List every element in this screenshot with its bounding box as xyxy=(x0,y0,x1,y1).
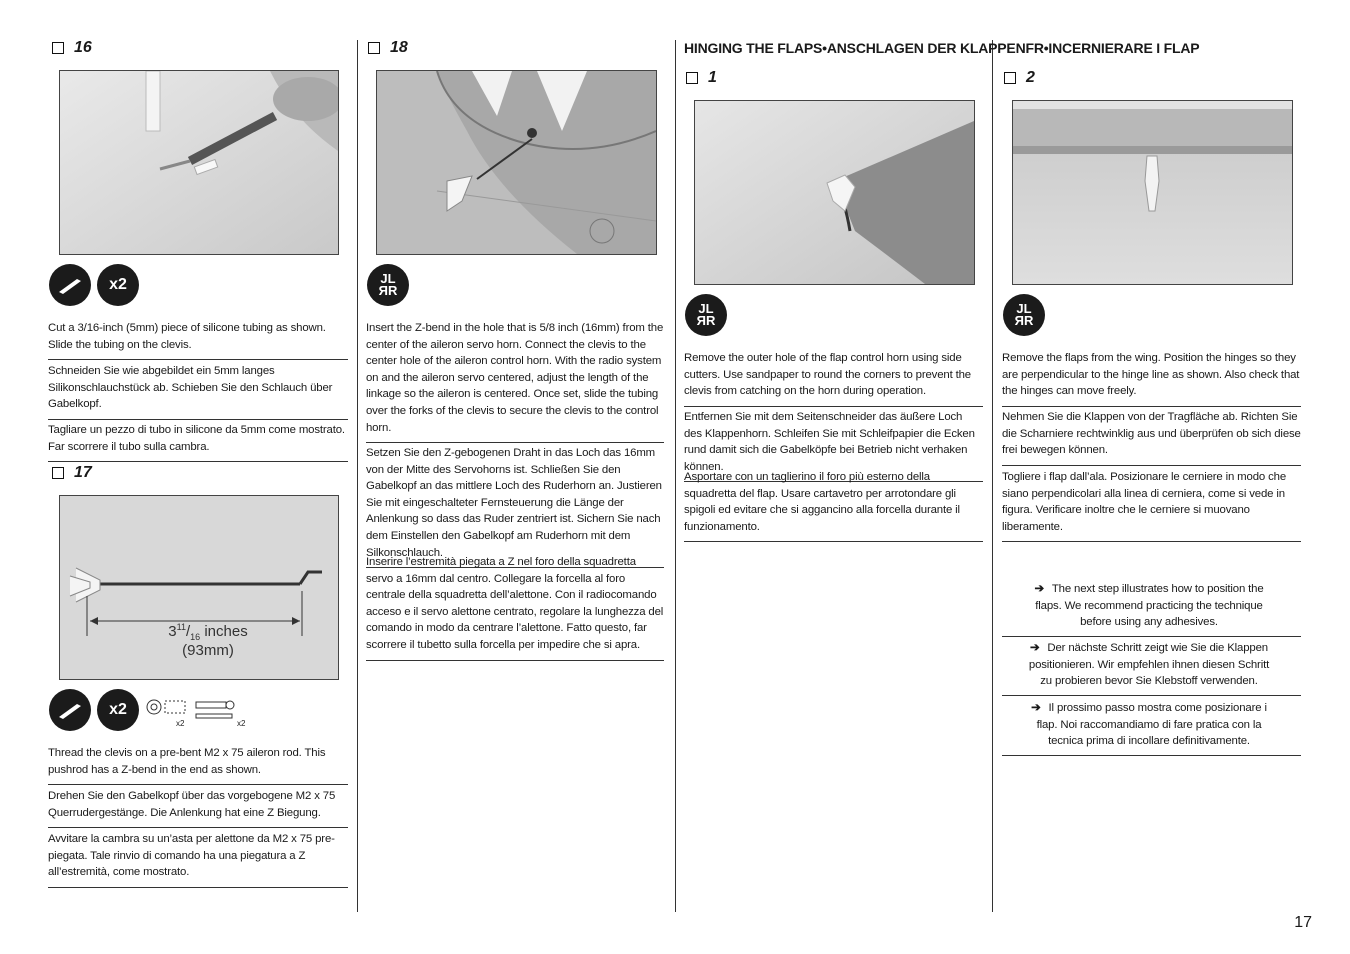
hobby-knife-icon xyxy=(49,264,91,306)
step-17-text-de: Drehen Sie den Gabelkopf über das vorgebogene M2 x 75 Querrudergestänge. Die Anlenkung hat eine Z Biegung. xyxy=(48,788,348,828)
flap-step-1-text-it: Asportare con un taglierino il foro più esterno della squadretta del flap. Usare cartavetro per arrotondare gli spigoli ed evitare che si aggancino alla forcella durante il funzionamento. xyxy=(684,469,983,542)
flap-step-2-photo xyxy=(1012,100,1293,285)
step-18-photo xyxy=(376,70,657,255)
note-divider xyxy=(1002,695,1301,696)
step-16-photo xyxy=(59,70,339,255)
step-17-text-it: Avvitare la cambra su un’asta per alettone da M2 x 75 pre-piegata. Tale rinvio di comando ha una piegatura a Z all’estremità, come mostrato. xyxy=(48,831,348,888)
flap-step-1-header xyxy=(686,69,717,87)
page-number: 17 xyxy=(1294,914,1312,931)
step-18-header xyxy=(368,39,408,57)
note-en: ➔ The next step illustrates how to position the flaps. We recommend practicing the technique before using any adhesives. xyxy=(1034,583,1264,629)
note-de: ➔ Der nächste Schritt zeigt wie Sie die Klappen positionieren. Wir empfehlen ihnen diesen Schritt zu probieren bevor Sie Klebstoff verwenden. xyxy=(1028,642,1270,688)
quantity-badge: x2 xyxy=(97,689,139,731)
hinge-tool-icon: JL ЯR xyxy=(685,294,727,336)
checkbox-icon[interactable] xyxy=(52,42,64,54)
note-it: ➔ Il prossimo passo mostra come posizionare i flap. Noi raccomandiamo di fare pratica con la tecnica prima di incollare definitivamente. xyxy=(1031,702,1267,748)
arrow-right-icon: ➔ xyxy=(1034,583,1044,595)
step-number: 16 xyxy=(74,39,92,56)
note-divider xyxy=(1002,636,1301,637)
flap-step-2-text-it: Togliere i flap dall’ala. Posizionare le cerniere in modo che siano perpendicolari alla linea di cerniera, come si vede in figura. Verificare inoltre che le cerniere si muovano liberamente. xyxy=(1002,469,1301,542)
flap-step-2-text-en: Remove the flaps from the wing. Position the hinges so they are perpendicular to the hinge line as shown. Also check that the hinges can move freely. xyxy=(1002,350,1301,407)
step-18-text-de: Setzen Sie den Z-gebogenen Draht in das Loch das 16mm von der Mitte des Servohorns ist. Schließen Sie den Gabelkopf an das mittlere Loch des Ruderhorn an. Justieren Sie mit eingeschalteter Fernsteuerung die Länge der Anlenkung so dass das Ruder zentriert ist. Sichern Sie nach dem Einstellen den Gabelkopf am Ruderhorn mit dem Silkonschlauch. xyxy=(366,445,664,568)
step-number: 18 xyxy=(390,39,408,56)
column-divider xyxy=(992,40,993,912)
column-divider xyxy=(675,40,676,912)
step-number: 17 xyxy=(74,464,92,481)
hobby-knife-icon xyxy=(49,689,91,731)
hinge-tool-icon: JL ЯR xyxy=(367,264,409,306)
step-16-text-it: Tagliare un pezzo di tubo in silicone da 5mm come mostrato. Far scorrere il tubo sulla cambra. xyxy=(48,422,348,462)
step-18-text-en: Insert the Z-bend in the hole that is 5/8 inch (16mm) from the center of the aileron servo horn. Connect the clevis to the center hole of the aileron control horn. With the radio system on and the aileron servo centered, adjust the length of the linkage so the aileron is centered. Once set, slide the tubing over the forks of the clevis to secure the clevis to the control horn. xyxy=(366,320,664,443)
step-17-photo xyxy=(59,495,339,680)
step-16-text-de: Schneiden Sie wie abgebildet ein 5mm langes Silikonschlauchstück ab. Schieben Sie den Schlauch über Gabelkopf. xyxy=(48,363,348,420)
arrow-right-icon: ➔ xyxy=(1030,642,1040,654)
column-divider xyxy=(357,40,358,912)
flap-step-1-text-en: Remove the outer hole of the flap control horn using side cutters. Use sandpaper to round the corners to prevent the clevis from catching on the horn during operation. xyxy=(684,350,983,407)
pushrod-part-icon xyxy=(194,699,236,726)
part-quantity: x2 xyxy=(176,719,185,728)
step-number: 1 xyxy=(708,69,717,86)
step-18-text-it: Inserire l’estremità piegata a Z nel foro della squadretta servo a 16mm dal centro. Collegare la forcella al foro centrale della squadretta dell’alettone. Con il radiocomando acceso e il servo alettone centrato, regolare la lunghezza del comando in modo da centrare l’alettone. Fatto questo, far scorrere il tubetto sulla forcella per impedire che si apra. xyxy=(366,554,664,661)
hinge-tool-icon: JL ЯR xyxy=(1003,294,1045,336)
step-number: 2 xyxy=(1026,69,1035,86)
flap-step-2-text-de: Nehmen Sie die Klappen von der Tragfläche ab. Richten Sie die Scharniere rechtwinklig aus und überprüfen ob sich diese frei bewegen können. xyxy=(1002,409,1301,466)
dimension-label: $3^{11}/_{16}$ inches (93mm) xyxy=(168,622,248,659)
flap-step-1-text-de: Entfernen Sie mit dem Seitenschneider das äußere Loch des Klappenhorn. Schleifen Sie mit Schleifpapier die Ecken rund damit sich die Gabelköpfe bei Betrieb nicht verhaken können. xyxy=(684,409,983,482)
flap-step-2-header xyxy=(1004,69,1035,87)
checkbox-icon[interactable] xyxy=(1004,72,1016,84)
flap-step-1-photo xyxy=(694,100,975,285)
step-17-header xyxy=(52,464,92,482)
step-16-text-en: Cut a 3/16-inch (5mm) piece of silicone tubing as shown. Slide the tubing on the clevis. xyxy=(48,320,348,360)
step-16-header xyxy=(52,39,92,57)
note-divider xyxy=(1002,755,1301,756)
arrow-right-icon: ➔ xyxy=(1031,702,1041,714)
checkbox-icon[interactable] xyxy=(368,42,380,54)
part-quantity: x2 xyxy=(237,719,246,728)
checkbox-icon[interactable] xyxy=(686,72,698,84)
checkbox-icon[interactable] xyxy=(52,467,64,479)
step-17-text-en: Thread the clevis on a pre-bent M2 x 75 aileron rod. This pushrod has a Z-bend in the end as shown. xyxy=(48,745,348,785)
section-title: HINGING THE FLAPS•ANSCHLAGEN DER KLAPPENFR•INCERNIERARE I FLAP xyxy=(684,40,1200,56)
quantity-badge: x2 xyxy=(97,264,139,306)
